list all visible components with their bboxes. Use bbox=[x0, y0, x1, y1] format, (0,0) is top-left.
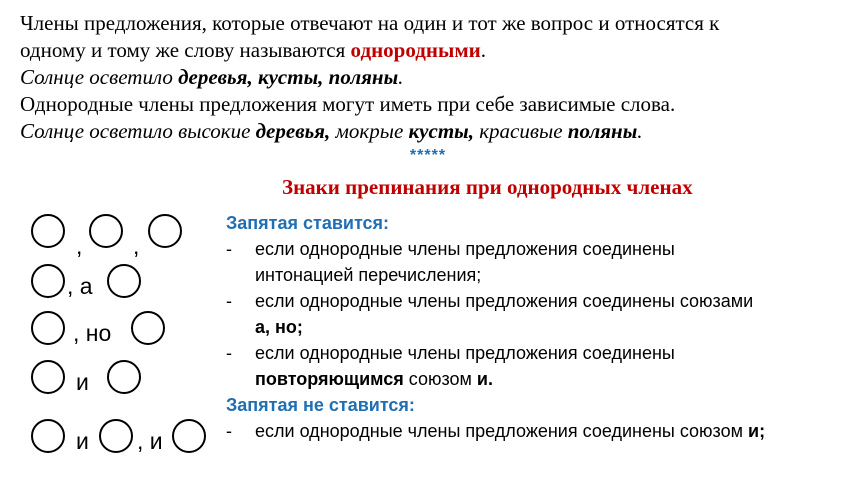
example2-word-1: деревья, bbox=[255, 119, 331, 143]
scheme-separator: , bbox=[133, 233, 140, 259]
section-separator: ***** bbox=[409, 147, 447, 164]
scheme-row-5 bbox=[32, 420, 205, 454]
scheme-separator: , а bbox=[67, 273, 93, 299]
repeating-word: повторяющимся bbox=[255, 369, 404, 389]
definition-end: . bbox=[480, 38, 487, 62]
example1-sep-1: , bbox=[247, 65, 258, 89]
scheme-row-1 bbox=[32, 215, 181, 259]
example2-prefix: Солнце осветило высокие bbox=[20, 119, 256, 143]
rule-item bbox=[226, 236, 851, 288]
example1-word-2: кусты bbox=[257, 65, 319, 89]
section-subtitle: Знаки препинания при однородных членах bbox=[282, 175, 693, 199]
rule-text: если однородные члены предложения соединены союзом bbox=[255, 421, 748, 441]
member-circle bbox=[149, 215, 181, 247]
rule-mid: союзом bbox=[403, 369, 477, 389]
rule-text-line: если однородные члены предложения соединены bbox=[255, 239, 675, 259]
scheme-separator: , bbox=[76, 233, 83, 259]
punctuation-schemes bbox=[0, 0, 220, 477]
rule-text-line bbox=[255, 418, 851, 444]
rule-end: ; bbox=[296, 317, 303, 337]
scheme-separator: , но bbox=[73, 320, 112, 346]
rule-end: . bbox=[487, 369, 493, 389]
example1-prefix: Солнце осветило bbox=[20, 65, 179, 89]
statement-line: Однородные члены предложения могут иметь при себе зависимые слова. bbox=[20, 92, 676, 116]
member-circle bbox=[108, 361, 140, 393]
definition-line-1: Члены предложения, которые отвечают на один и тот же вопрос и относятся к bbox=[20, 11, 720, 35]
example2-mid-1: мокрые bbox=[330, 119, 409, 143]
rule-text-line bbox=[255, 366, 851, 392]
rule-item bbox=[226, 288, 851, 340]
member-circle bbox=[100, 420, 132, 452]
scheme-separator: и bbox=[76, 369, 89, 395]
definition-text: одному и тому же слову называются bbox=[20, 38, 351, 62]
rule-text-line: если однородные члены предложения соединены союзами bbox=[255, 291, 754, 311]
example2-word-3: поляны bbox=[567, 119, 638, 143]
rule-text-line: интонацией перечисления; bbox=[255, 265, 482, 285]
member-circle bbox=[108, 265, 140, 297]
comma-placed-heading: Запятая ставится: bbox=[226, 213, 390, 233]
list-dash: - bbox=[226, 343, 232, 363]
scheme-row-3 bbox=[32, 312, 164, 346]
member-circle bbox=[32, 361, 64, 393]
rule-item bbox=[226, 418, 851, 444]
list-dash: - bbox=[226, 239, 232, 259]
member-circle bbox=[32, 312, 64, 344]
comma-not-placed-heading: Запятая не ставится: bbox=[226, 395, 415, 415]
member-circle bbox=[132, 312, 164, 344]
punctuation-rules bbox=[226, 210, 851, 444]
scheme-separator: и bbox=[76, 428, 89, 454]
scheme-row-4 bbox=[32, 361, 140, 395]
member-circle bbox=[32, 265, 64, 297]
rule-end: ; bbox=[759, 421, 766, 441]
example1-word-3: поляны bbox=[328, 65, 399, 89]
example2-mid-2: красивые bbox=[473, 119, 568, 143]
example1-end: . bbox=[398, 65, 404, 89]
scheme-separator: , и bbox=[137, 428, 163, 454]
example1-sep-2: , bbox=[318, 65, 329, 89]
rule-text-line: если однородные члены предложения соединены bbox=[255, 343, 675, 363]
conjunctions: а, но bbox=[255, 317, 297, 337]
term-homogeneous: однородными bbox=[350, 38, 481, 62]
member-circle bbox=[32, 420, 64, 452]
example1-word-1: деревья bbox=[178, 65, 248, 89]
conjunction-i: и bbox=[476, 369, 488, 389]
example2-end: . bbox=[637, 119, 643, 143]
member-circle bbox=[90, 215, 122, 247]
member-circle bbox=[32, 215, 64, 247]
list-dash: - bbox=[226, 291, 232, 311]
scheme-row-2 bbox=[32, 265, 140, 299]
rule-text-line bbox=[255, 314, 851, 340]
conjunction-i: и bbox=[747, 421, 760, 441]
member-circle bbox=[173, 420, 205, 452]
rule-item bbox=[226, 340, 851, 392]
list-dash: - bbox=[226, 421, 232, 441]
example2-word-2: кусты, bbox=[408, 119, 474, 143]
